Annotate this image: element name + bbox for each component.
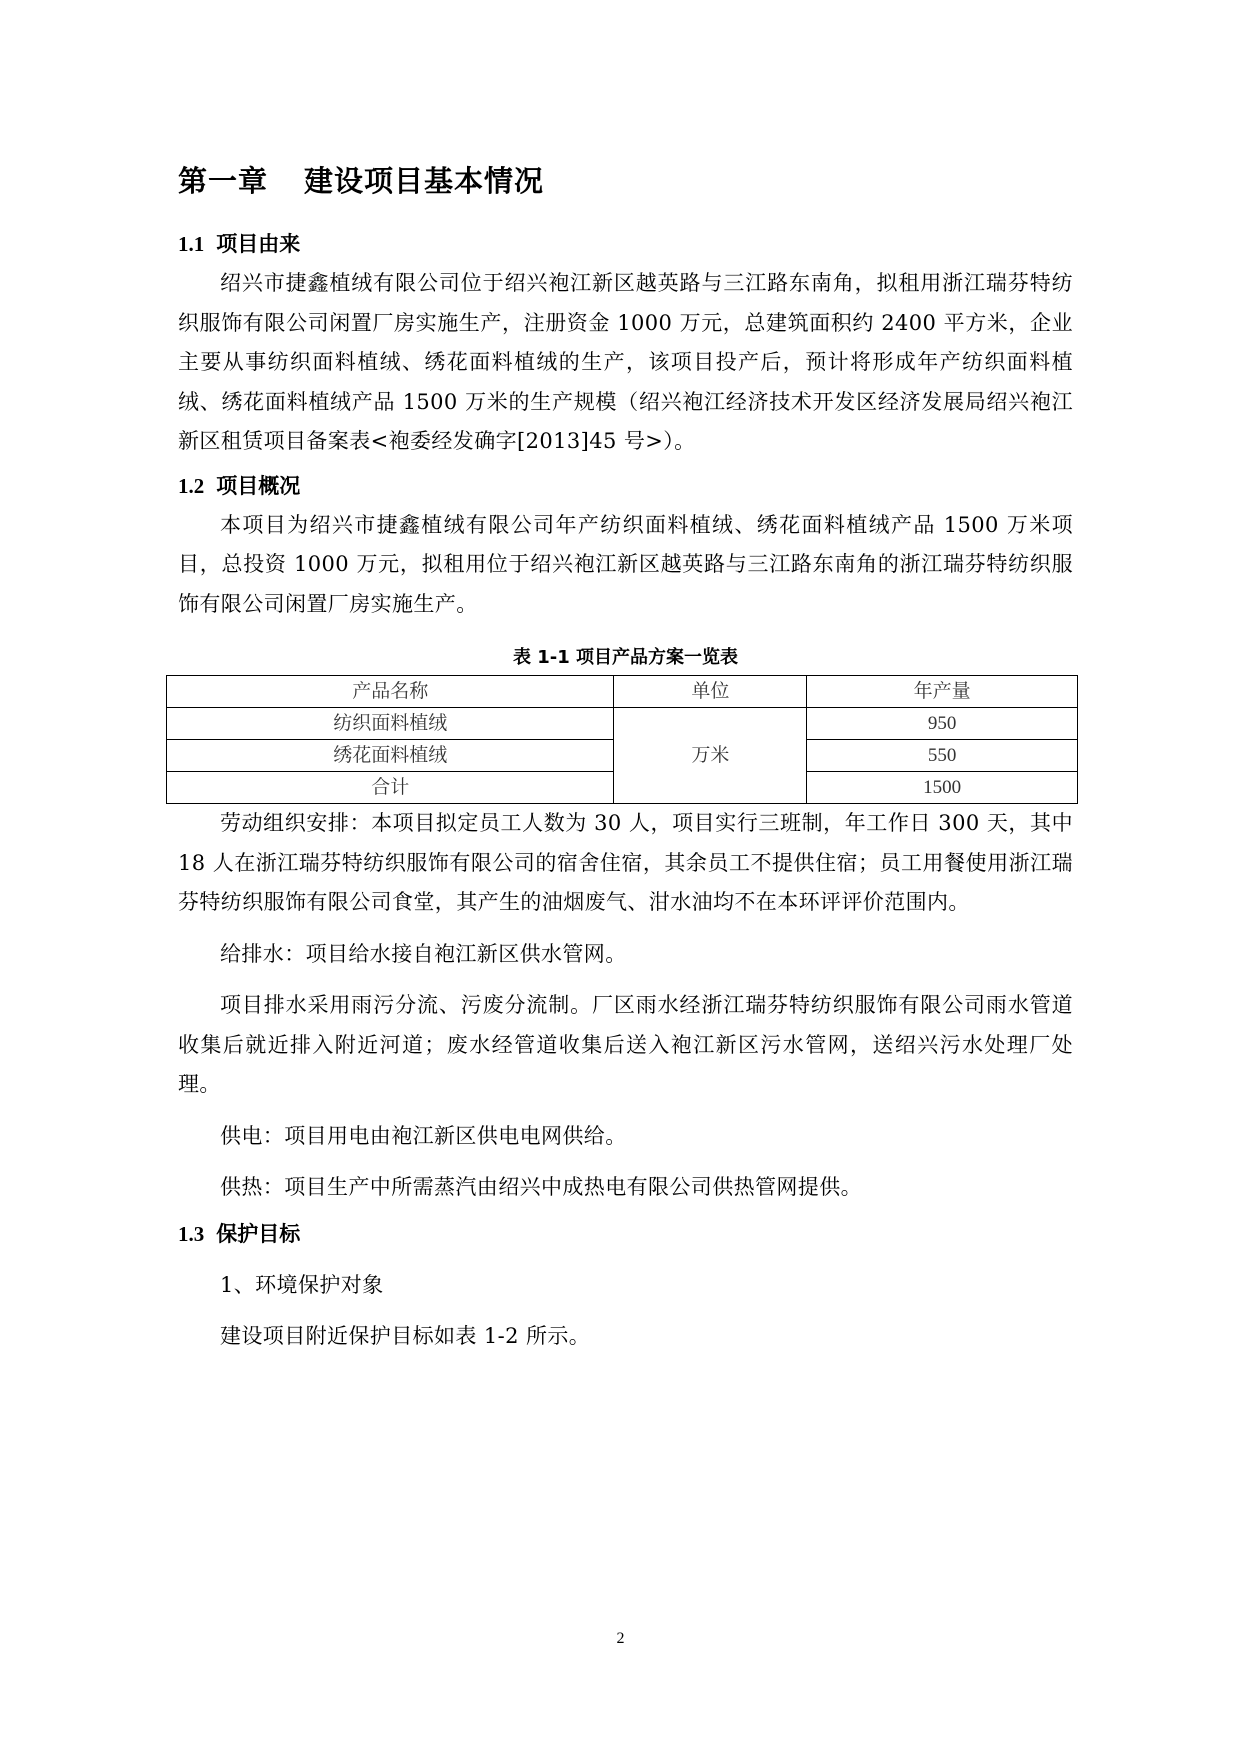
section-title: 项目概况 (216, 473, 301, 498)
table-header-row (167, 676, 1078, 708)
quantity-cell: 950 (807, 708, 1078, 740)
section-title: 保护目标 (216, 1221, 301, 1246)
chapter-number: 第一章 (178, 164, 269, 198)
section-number: 1.2 (178, 473, 205, 498)
page-number: 2 (616, 1630, 625, 1647)
section-title: 项目由来 (216, 232, 301, 256)
list-item-protection-objects: 1、环境保护对象 (220, 1272, 384, 1297)
header-cell: 产品名称 (167, 676, 614, 708)
paragraph-heating: 供热：项目生产中所需蒸汽由绍兴中成热电有限公司供热管网提供。 (220, 1175, 862, 1199)
page-content (178, 160, 1073, 1357)
paragraph-drainage: 项目排水采用雨污分流、污废分流制。厂区雨水经浙江瑞芬特纺织服饰有限公司雨水管道收集后就近排入附近河道；废水经管道收集后送入袍江新区污水管网，送绍兴污水处理厂处理。 (178, 993, 1073, 1096)
section-number: 1.1 (178, 232, 205, 256)
product-name-cell: 绣花面料植绒 (167, 740, 614, 772)
product-name-cell: 合计 (167, 772, 614, 804)
quantity-cell: 550 (807, 740, 1078, 772)
header-cell: 年产量 (807, 676, 1078, 708)
paragraph-power: 供电：项目用电由袍江新区供电电网供给。 (220, 1123, 627, 1148)
section-number: 1.3 (178, 1221, 205, 1246)
paragraph-protection-targets: 建设项目附近保护目标如表 1-2 所示。 (220, 1324, 591, 1348)
paragraph-project-origin: 绍兴市捷鑫植绒有限公司位于绍兴袍江新区越英路与三江路东南角，拟租用浙江瑞芬特纺织服饰有限公司闲置厂房实施生产，注册资金 1000 万元，总建筑面积约 2400 平方米，企业主要从事纺织面料植绒、绣花面料植绒的生产，该项目投产后，预计将形成年产纺织面料植绒、绣花面料植绒产品 1500 万米的生产规模（绍兴袍江经济技术开发区经济发展局绍兴袍江新区租赁项目备案表<袍委经发确字[2013]45 号>）。 (178, 271, 1073, 453)
quantity-cell: 1500 (807, 772, 1078, 804)
chapter-heading (178, 160, 1073, 202)
header-cell: 单位 (614, 676, 807, 708)
product-table (166, 675, 1078, 804)
paragraph-labor: 劳动组织安排：本项目拟定员工人数为 30 人，项目实行三班制，年工作日 300 天，其中 18 人在浙江瑞芬特纺织服饰有限公司的宿舍住宿，其余员工不提供住宿；员工用餐使用浙江瑞芬特纺织服饰有限公司食堂，其产生的油烟废气、泔水油均不在本环评评价范围内。 (178, 811, 1073, 914)
section-heading-1-2 (178, 466, 1073, 506)
product-name-cell: 纺织面料植绒 (167, 708, 614, 740)
paragraph-water-supply: 给排水：项目给水接自袍江新区供水管网。 (220, 941, 627, 966)
unit-cell: 万米 (614, 708, 807, 804)
chapter-title: 建设项目基本情况 (304, 164, 545, 198)
table-row (167, 708, 1078, 740)
product-table-block (178, 644, 1073, 804)
section-heading-1-1 (178, 224, 1073, 264)
paragraph-project-overview: 本项目为绍兴市捷鑫植绒有限公司年产纺织面料植绒、绣花面料植绒产品 1500 万米项目，总投资 1000 万元，拟租用位于绍兴袍江新区越英路与三江路东南角的浙江瑞芬特纺织服饰有限公司闲置厂房实施生产。 (178, 512, 1073, 616)
section-heading-1-3 (178, 1214, 1073, 1254)
table-caption: 表 1-1 项目产品方案一览表 (512, 647, 739, 668)
